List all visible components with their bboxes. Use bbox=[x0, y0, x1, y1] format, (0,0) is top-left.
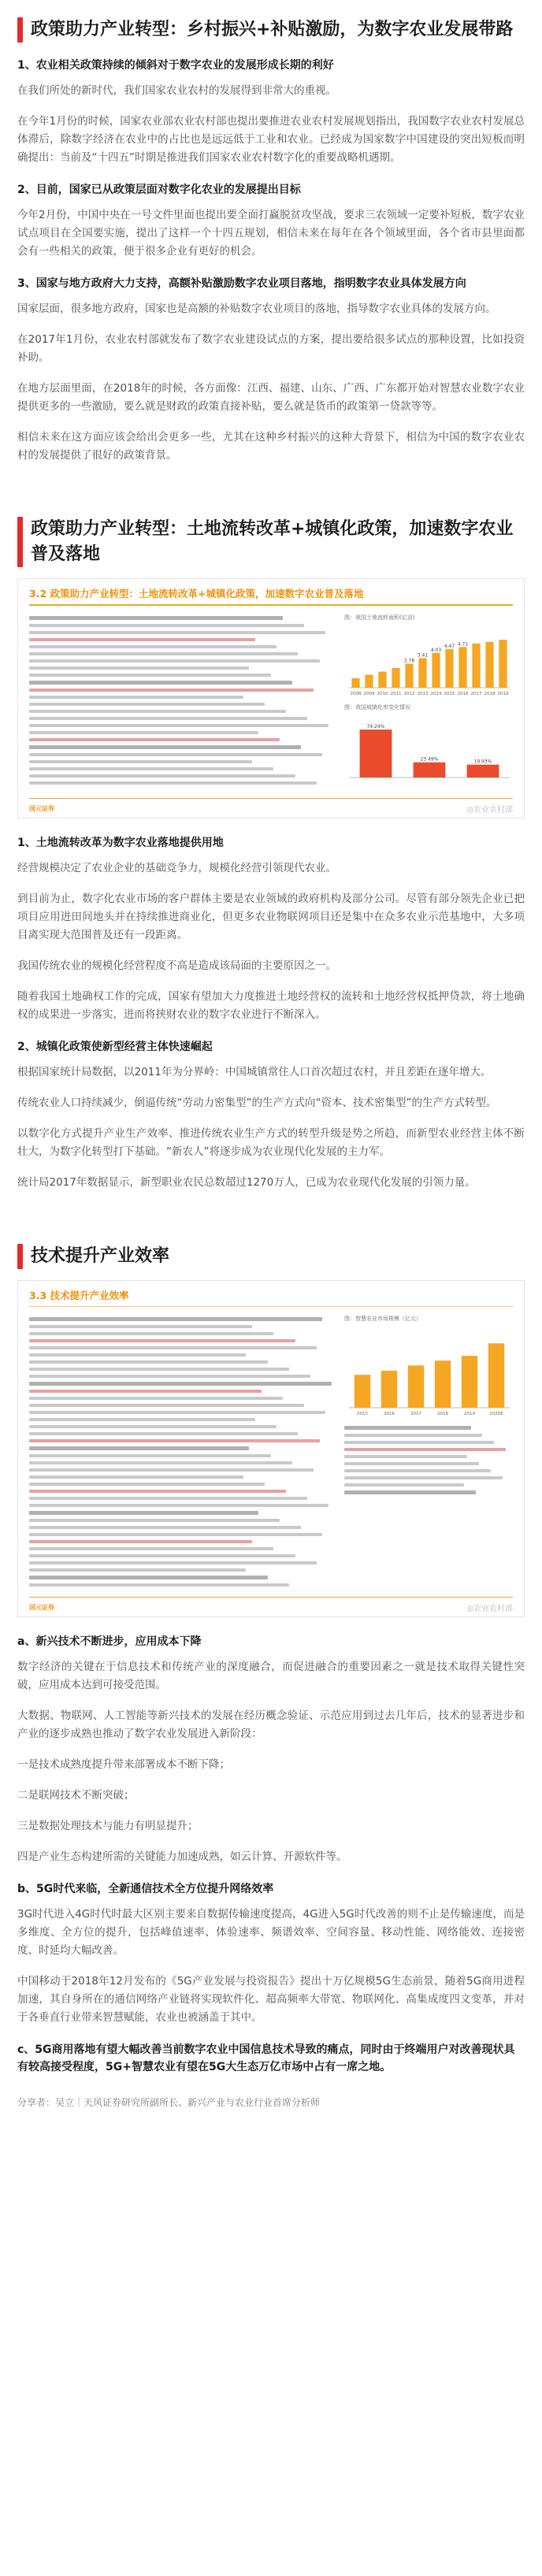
slide-text-line bbox=[29, 1490, 286, 1493]
subheading: 2、城镇化政策使新型经营主体快速崛起 bbox=[17, 1041, 213, 1053]
slide-text-line bbox=[29, 631, 325, 634]
slide-text-column bbox=[29, 612, 335, 792]
slide-text-line bbox=[29, 689, 314, 692]
slide-text-line bbox=[29, 1461, 292, 1464]
slide-charts-column bbox=[344, 1313, 513, 1591]
subheading: 1、土地流转改革为数字农业落地提供用地 bbox=[17, 837, 224, 849]
subheading: 2、目前，国家已从政策层面对数字化农业的发展提出目标 bbox=[17, 184, 301, 196]
chart-bar bbox=[355, 1375, 370, 1408]
author-credit: 分享者：吴立｜天风证券研究所副所长、新兴产业与农业行业首席分析师 bbox=[17, 2097, 321, 2108]
slide-text-line bbox=[29, 652, 298, 655]
slide-text-line bbox=[344, 1490, 476, 1494]
chart-bar bbox=[351, 678, 359, 688]
paragraph: 国家层面，很多地方政府，国家也是高额的补贴数字农业项目的落地，指导数字农业具体的发展方向。 bbox=[17, 303, 496, 315]
slide-watermark: ◎农业农村部 bbox=[466, 805, 513, 815]
slide-text-line bbox=[29, 1439, 320, 1442]
chart-tick-label: 2016 bbox=[457, 692, 469, 696]
slide-text-line bbox=[29, 1390, 262, 1393]
chart-data-label: 2.78 bbox=[403, 658, 415, 664]
paragraph: 中国移动于2018年12月发布的《5G产业发展与投资报告》提出十万亿规模5G生态前景，随着5G商用进程加速，其自身所在的通信网络产业链将实现软件化、超高频率大带宽、物联网化、高集成度四文变革，并对于各垂直行业带来智慧赋能，农业也被涵盖于其中。 bbox=[17, 1975, 525, 2024]
section-spacer bbox=[17, 477, 525, 499]
slide-text-line bbox=[344, 1455, 467, 1458]
chart-title: 图：我国城镇化率变化情况 bbox=[344, 704, 410, 711]
slide-figure bbox=[17, 1280, 525, 1617]
subheading: a、新兴技术不断进步，应用成本下降 bbox=[17, 1635, 202, 1648]
subheading: 3、国家与地方政府大力支持，高额补贴激励数字农业项目落地，指明数字农业具体发展方向 bbox=[17, 277, 466, 290]
slide-text-line bbox=[344, 1426, 471, 1430]
chart-title: 图：智慧农业市场规模（亿元） bbox=[344, 1316, 421, 1322]
paragraph: 在我们所处的新时代，我们国家农业农村的发展得到非常大的重视。 bbox=[17, 84, 336, 97]
slide-text-line bbox=[29, 1418, 255, 1421]
section-heading bbox=[17, 517, 525, 567]
slide-text-line bbox=[344, 1448, 506, 1451]
chart-tick-label: 2013 bbox=[417, 692, 429, 696]
chart-bar bbox=[414, 763, 446, 778]
chart-bar bbox=[365, 675, 373, 688]
section-accent-bar bbox=[17, 1244, 23, 1269]
chart-tick-label: 2014 bbox=[430, 692, 442, 696]
chart-tick-label: 2012 bbox=[403, 692, 415, 696]
chart-data-label: 4.47 bbox=[444, 643, 455, 649]
slide-charts-column bbox=[344, 612, 513, 792]
article bbox=[0, 17, 542, 2110]
paragraph: 大数据、物联网、人工智能等新兴技术的发展在经历概念验证、示范应用到过去几年后，技术的显著进步和产业的逐步成熟也推动了数字农业发展进入新阶段： bbox=[17, 1709, 525, 1740]
chart-tick-label: 2017 bbox=[470, 692, 482, 696]
slide-text-line bbox=[29, 1475, 243, 1479]
slide-text-line bbox=[29, 745, 301, 749]
slide-text-line bbox=[29, 1454, 271, 1457]
slide-text-line bbox=[29, 681, 292, 685]
chart-tick-label: 2018 bbox=[437, 1412, 448, 1416]
chart-tick-label: 2016 bbox=[384, 1412, 395, 1416]
slide-text-line bbox=[344, 1462, 479, 1465]
slide-text-line bbox=[29, 1554, 295, 1557]
bar-chart bbox=[344, 713, 513, 789]
slide-text-line bbox=[29, 1533, 322, 1536]
slide-text-line bbox=[29, 1504, 329, 1507]
slide-text-line bbox=[29, 703, 265, 706]
bar-chart bbox=[344, 1324, 513, 1419]
chart-bar bbox=[418, 659, 426, 688]
paragraph: 相信未来在这方面应该会给出会更多一些，尤其在这种乡村振兴的这种大背景下，相信为中国的数字农业农村的发展提供了很好的政策背景。 bbox=[17, 431, 525, 462]
slide-body bbox=[29, 612, 513, 792]
slide-text-line bbox=[344, 1469, 491, 1472]
slide-text-line bbox=[344, 1441, 494, 1444]
slide-text-line bbox=[29, 1382, 332, 1386]
slide-text-line bbox=[29, 774, 295, 778]
paragraph: 我国传统农业的规模化经营程度不高是造成该局面的主要原因之一。 bbox=[17, 960, 336, 972]
slide-text-line bbox=[29, 710, 286, 713]
section-heading bbox=[17, 1244, 525, 1269]
slide-text-line bbox=[29, 659, 320, 663]
chart-tick-label: 2017 bbox=[410, 1412, 421, 1416]
paragraph: 随着我国土地确权工作的完成，国家有望加大力度推进土地经营权的流转和土地经营权抵押贷款，将土地确权的成果进一步落实，进而将挟财农业的数字农业进行不断深入。 bbox=[17, 990, 525, 1021]
chart-tick-label: 2009 bbox=[363, 692, 375, 696]
slide-watermark: ◎农业农村部 bbox=[466, 1604, 513, 1613]
chart-tick-label: 2015 bbox=[444, 692, 455, 696]
slide-text-line bbox=[29, 1483, 265, 1486]
slide-text-line bbox=[29, 753, 322, 756]
chart-tick-label: 2019 bbox=[464, 1412, 475, 1416]
slide-title: 3.2 政策助力产业转型：土地流转改革+城镇化政策，加速数字农业普及落地 bbox=[29, 588, 364, 599]
paragraph: 一是技术成熟度提升带来部署成本不断下降； bbox=[17, 1758, 230, 1771]
slide-text-line bbox=[29, 738, 280, 741]
slide-figure bbox=[17, 578, 525, 818]
section-accent-bar bbox=[17, 17, 23, 43]
paragraph: 根据国家统计局数据，以2011年为分界岭：中国城镇常住人口首次超过农村，并且差距在逐年增大。 bbox=[17, 1066, 492, 1078]
slide-text-line bbox=[29, 731, 258, 734]
slide-text-line bbox=[29, 1332, 273, 1335]
subheading: 1、农业相关政策持续的倾斜对于数字农业的发展形成长期的利好 bbox=[17, 59, 334, 72]
section-heading bbox=[17, 17, 525, 43]
chart-tick-label: 2011 bbox=[390, 692, 402, 696]
chart-data-label: 74.24% bbox=[366, 724, 385, 730]
subheading: c、5G商用落地有望大幅改善当前数字农业中国信息技术导致的痛点，同时由于终端用户对改善现状具有较高接受程度，5G+智慧农业有望在5G大生态万亿市场中占有一席之地。 bbox=[17, 2043, 515, 2073]
slide-divider bbox=[29, 1306, 513, 1307]
slide-text-line bbox=[29, 1511, 258, 1515]
slide-text-line bbox=[29, 760, 252, 763]
slide-text-line bbox=[29, 1547, 273, 1550]
slide-text-line bbox=[29, 1411, 325, 1414]
slide-text-line bbox=[29, 696, 243, 699]
slide-text-line bbox=[29, 1397, 283, 1400]
chart-tick-label: 2020E bbox=[489, 1412, 503, 1416]
slide-text-line bbox=[344, 1476, 503, 1479]
chart-bar bbox=[467, 765, 499, 778]
section-title: 政策助力产业转型：乡村振兴+补贴激励，为数字农业发展带路 bbox=[31, 20, 514, 39]
paragraph: 二是联网技术不断突破； bbox=[17, 1789, 135, 1802]
chart-bar bbox=[378, 671, 386, 688]
chart-bar bbox=[472, 644, 480, 688]
chart-bar bbox=[445, 649, 453, 688]
slide-text-line bbox=[29, 1526, 301, 1529]
section-title: 技术提升产业效率 bbox=[31, 1246, 170, 1266]
slide-text-line bbox=[29, 1576, 268, 1579]
slide-logo: 国元证券 bbox=[29, 804, 54, 812]
chart-data-label: 4.03 bbox=[430, 647, 442, 653]
slide-title: 3.3 技术提升产业效率 bbox=[29, 1290, 129, 1301]
chart-bar bbox=[408, 1365, 424, 1408]
slide-text-line bbox=[29, 1468, 314, 1472]
slide-text-line bbox=[29, 1432, 298, 1435]
slide-text-line bbox=[29, 1540, 252, 1543]
slide-text-line bbox=[29, 1583, 289, 1587]
chart-bar bbox=[405, 664, 413, 688]
slide-text-line bbox=[29, 1497, 307, 1500]
paragraph: 三是数据处理技术与能力有明显提升； bbox=[17, 1820, 199, 1832]
chart-tick-label: 2008 bbox=[350, 692, 362, 696]
bar-chart bbox=[344, 623, 513, 699]
slide-text-line bbox=[29, 717, 307, 720]
slide-text-line bbox=[29, 1346, 317, 1349]
slide-text-line bbox=[29, 1317, 322, 1321]
slide-text-line bbox=[29, 1368, 289, 1371]
chart-data-label: 3.41 bbox=[417, 652, 429, 659]
slide-text-line bbox=[29, 1339, 295, 1342]
paragraph: 3G时代进入4G时代时最大区别主要来自数据传输速度提高，4G进入5G时代改善的则不止是传输速度，而是多维度、全方位的提升，包括峰值速率、体验速率、频谱效率、空间容量、移动性能、网络能效、连接密度、时延均大幅改善。 bbox=[17, 1908, 525, 1957]
slide-text-line bbox=[29, 1519, 280, 1522]
slide-text-line bbox=[29, 1446, 249, 1450]
chart-tick-label: 2010 bbox=[377, 692, 388, 696]
chart-bar bbox=[360, 729, 392, 778]
chart-tick-label: 2019 bbox=[497, 692, 509, 696]
paragraph: 传统农业人口持续减少，倒逼传统“劳动力密集型”的生产方式向“资本、技术密集型”的生产方式转型。 bbox=[17, 1097, 497, 1109]
paragraph: 四是产业生态构建所需的关键能力加速成熟，如云计算、开源软件等。 bbox=[17, 1850, 347, 1863]
section-spacer bbox=[17, 1204, 525, 1227]
paragraph: 经营规模决定了农业企业的基础竞争力，规模化经营引领现代农业。 bbox=[17, 862, 336, 874]
slide-text-line bbox=[29, 624, 304, 627]
paragraph: 以数字化方式提升产业生产效率、推进传统农业生产方式的转型升级是势之所趋，而新型农业经营主体不断壮大，为数字化转型打下基础。“新农人”将逐步成为农业现代化发展的主力军。 bbox=[17, 1127, 525, 1158]
paragraph: 在2017年1月份，农业农村部就发布了数字农业建设试点的方案，提出要给很多试点的那种设置，比如投资补助。 bbox=[17, 333, 525, 364]
slide-text-column bbox=[29, 1313, 335, 1591]
slide-logo: 国元证券 bbox=[29, 1603, 54, 1611]
slide-text-line bbox=[29, 645, 277, 648]
slide-text-line bbox=[344, 1434, 482, 1437]
slide-text-line bbox=[29, 724, 329, 727]
section-accent-bar bbox=[17, 517, 23, 567]
paragraph: 今年2月份，中国中央在一号文件里面也提出要全面打赢脱贫攻坚战，要求三农领域一定要补短板，数字农业试点项目在全国要实施，提出了这样一个十四五规划，相信未来在每年在各个领域里面，各个省市县里面都会有一些相关的政策，便于很多企业有更好的机会。 bbox=[17, 209, 525, 258]
slide-text-line bbox=[344, 1483, 464, 1487]
chart-bar bbox=[435, 1360, 451, 1408]
chart-bar bbox=[499, 640, 507, 688]
section-title: 政策助力产业转型：土地流转改革+城镇化政策，加速数字农业普及落地 bbox=[31, 519, 514, 564]
slide-text-line bbox=[29, 1375, 310, 1378]
chart-tick-label: 2015 bbox=[357, 1412, 368, 1416]
chart-bar bbox=[458, 647, 466, 688]
slide-text-line bbox=[29, 767, 273, 770]
chart-tick-label: 2018 bbox=[484, 692, 496, 696]
chart-data-label: 4.71 bbox=[457, 641, 469, 648]
chart-bar bbox=[381, 1371, 397, 1408]
slide-text-line bbox=[29, 1561, 317, 1565]
slide-text-line bbox=[29, 666, 249, 670]
chart-data-label: 19.93% bbox=[473, 759, 492, 765]
chart-title: 图：我国土地流转面积(亿亩) bbox=[344, 614, 415, 621]
paragraph: 在今年1月份的时候，国家农业部农业农村部也提出要推进农业农村发展规划指出，我国数字农业农村发展总体滞后，除数字经济在农业中的占比也是远远低于工业和农业。已经成为国家数字中国建设的突出短板而明确提出：当前及“十四五”时期是推进我们国家农业农村数字化的重要战略机遇期。 bbox=[17, 115, 525, 164]
paragraph: 数字经济的关键在于信息技术和传统产业的深度融合，而促进融合的重要因素之一就是技术取得关键性突破，应用成本达到可接受范围。 bbox=[17, 1661, 525, 1691]
slide-text-line bbox=[29, 674, 271, 677]
slide-text-line bbox=[29, 1353, 246, 1357]
slide-text-line bbox=[29, 1568, 246, 1572]
slide-text-line bbox=[29, 781, 317, 785]
slide-text-line bbox=[29, 1425, 277, 1428]
chart-bar bbox=[485, 642, 493, 688]
slide-text-line bbox=[29, 1360, 268, 1364]
slide-text-line bbox=[29, 638, 255, 641]
slide-divider bbox=[29, 604, 513, 606]
subheading: b、5G时代来临，全新通信技术全方位提升网络效率 bbox=[17, 1883, 274, 1895]
chart-bar bbox=[488, 1343, 504, 1408]
paragraph: 在地方层面里面，在2018年的时候，各方面像：江西、福建、山东、广西、广东都开始对智慧农业数字农业提供更多的一些激励，要么就是财政的政策直接补贴，要么就是货币的政策第一贷款等等。 bbox=[17, 382, 525, 413]
chart-bar bbox=[432, 653, 440, 688]
paragraph: 到目前为止，数字化农业市场的客户群体主要是农业领域的政府机构及部分公司。尽管有部分领先企业已把项目应用进田间地头并在持续推进商业化，但更多农业物联网项目还是集中在众多农业示范基地中，大多项目离实现大范围普及还有一段距离。 bbox=[17, 893, 525, 941]
slide-footer bbox=[29, 1597, 513, 1616]
paragraph: 统计局2017年数据显示，新型职业农民总数超过1270万人，已成为农业现代化发展的引领力量。 bbox=[17, 1176, 476, 1189]
chart-bar bbox=[462, 1356, 477, 1408]
slide-text-line bbox=[29, 616, 283, 620]
slide-text-line bbox=[29, 1325, 252, 1328]
slide-footer bbox=[29, 798, 513, 818]
slide-body bbox=[29, 1313, 513, 1591]
chart-bar bbox=[392, 668, 399, 688]
chart-data-label: 23.49% bbox=[420, 756, 439, 763]
slide-text-line bbox=[29, 1404, 304, 1407]
